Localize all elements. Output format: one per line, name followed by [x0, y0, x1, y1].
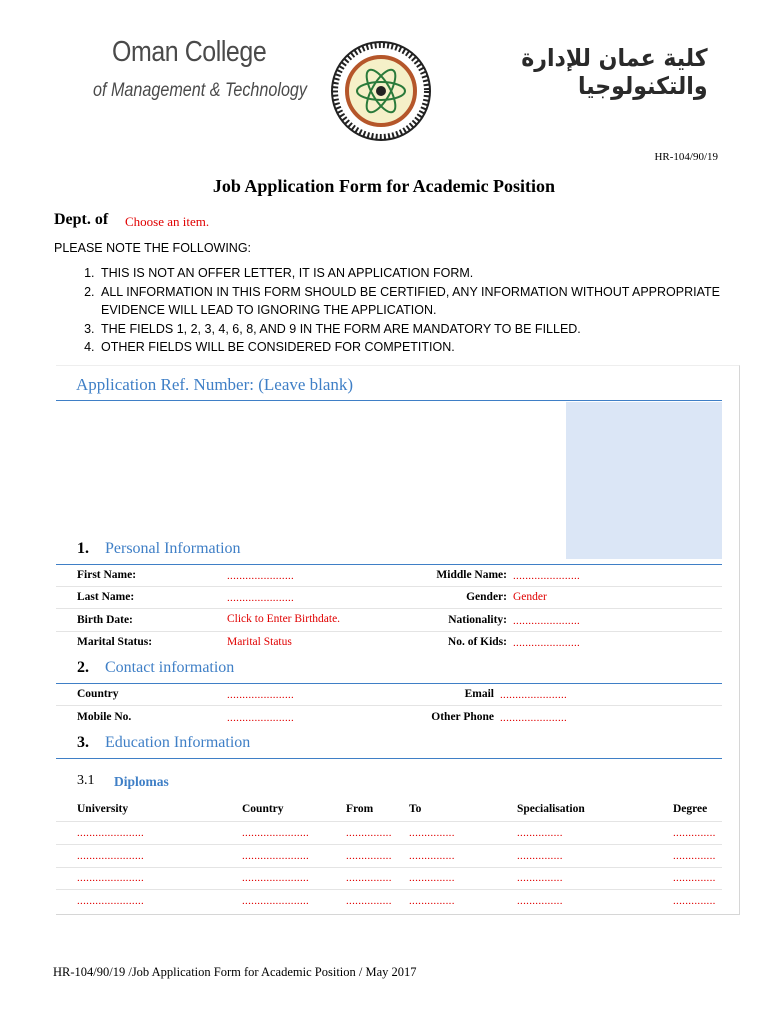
row-divider	[56, 844, 722, 845]
nationality-label: Nationality:	[448, 614, 507, 626]
diploma-country-field[interactable]: ......................	[242, 872, 310, 884]
form-title: Job Application Form for Academic Position	[212, 176, 556, 196]
birth-date-label: Birth Date:	[77, 614, 133, 626]
divider	[56, 564, 722, 565]
country-label: Country	[77, 688, 119, 700]
note-heading: PLEASE NOTE THE FOLLOWING:	[54, 241, 252, 255]
column-header-from: From	[346, 803, 374, 815]
subsection-title-diplomas: Diplomas	[114, 774, 169, 789]
diploma-country-field[interactable]: ......................	[242, 827, 310, 839]
gender-dropdown[interactable]: Gender	[513, 591, 547, 603]
row-divider	[56, 631, 722, 632]
dept-label: Dept. of	[54, 211, 109, 228]
diploma-specialisation-field[interactable]: ...............	[517, 850, 563, 862]
diploma-from-field[interactable]: ...............	[346, 850, 392, 862]
diploma-university-field[interactable]: ......................	[77, 872, 145, 884]
diploma-specialisation-field[interactable]: ...............	[517, 872, 563, 884]
kids-label: No. of Kids:	[447, 636, 507, 648]
row-divider	[56, 705, 722, 706]
diploma-specialisation-field[interactable]: ...............	[517, 895, 563, 907]
row-divider	[56, 889, 722, 890]
diploma-to-field[interactable]: ...............	[409, 895, 455, 907]
subsection-number: 3.1	[77, 773, 95, 788]
diploma-from-field[interactable]: ...............	[346, 827, 392, 839]
diploma-country-field[interactable]: ......................	[242, 895, 310, 907]
diploma-degree-field[interactable]: ..............	[673, 872, 716, 884]
note-item: 3. THE FIELDS 1, 2, 3, 4, 6, 8, AND 9 IN THE FORM ARE MANDATORY TO BE FILLED.	[98, 320, 720, 339]
section-number: 3.	[77, 734, 89, 751]
diploma-to-field[interactable]: ...............	[409, 850, 455, 862]
diploma-degree-field[interactable]: ..............	[673, 895, 716, 907]
mobile-field[interactable]: ......................	[227, 712, 295, 724]
marital-status-dropdown[interactable]: Marital Status	[227, 636, 292, 648]
section-number: 2.	[77, 659, 89, 676]
column-header-country: Country	[242, 803, 284, 815]
row-divider	[56, 821, 722, 822]
notes-list	[54, 264, 720, 357]
middle-name-field[interactable]: ......................	[513, 570, 581, 582]
college-name-ar: كلية عمان للإدارة والتكنولوجيا	[521, 44, 708, 100]
footer-text: HR-104/90/19 /Job Application Form for Academic Position / May 2017	[53, 965, 417, 979]
divider	[56, 683, 722, 684]
email-field[interactable]: ......................	[500, 689, 568, 701]
column-header-specialisation: Specialisation	[517, 803, 585, 815]
diploma-university-field[interactable]: ......................	[77, 895, 145, 907]
column-header-to: To	[409, 803, 422, 815]
section-title-personal: Personal Information	[105, 540, 241, 557]
photo-placeholder[interactable]	[566, 402, 722, 559]
first-name-label: First Name:	[77, 569, 137, 581]
section-title-education: Education Information	[105, 734, 251, 751]
diploma-to-field[interactable]: ...............	[409, 872, 455, 884]
diploma-specialisation-field[interactable]: ...............	[517, 827, 563, 839]
document-code: HR-104/90/19	[654, 151, 718, 163]
diploma-from-field[interactable]: ...............	[346, 872, 392, 884]
email-label: Email	[464, 688, 494, 700]
college-name-en-line1: Oman College	[112, 36, 267, 68]
birth-date-picker[interactable]: Click to Enter Birthdate.	[227, 613, 341, 625]
diploma-degree-field[interactable]: ..............	[673, 827, 716, 839]
row-divider	[56, 867, 722, 868]
diploma-to-field[interactable]: ...............	[409, 827, 455, 839]
college-seal-icon	[330, 40, 432, 142]
gender-label: Gender:	[466, 591, 507, 603]
section-title-contact: Contact information	[105, 659, 235, 676]
diploma-from-field[interactable]: ...............	[346, 895, 392, 907]
diploma-degree-field[interactable]: ..............	[673, 850, 716, 862]
middle-name-label: Middle Name:	[436, 569, 507, 581]
diploma-university-field[interactable]: ......................	[77, 827, 145, 839]
dept-dropdown[interactable]: Choose an item.	[125, 214, 210, 229]
application-ref-title: Application Ref. Number: (Leave blank)	[76, 375, 354, 394]
country-field[interactable]: ......................	[227, 689, 295, 701]
last-name-label: Last Name:	[77, 591, 135, 603]
row-divider	[56, 608, 722, 609]
note-item: 4. OTHER FIELDS WILL BE CONSIDERED FOR COMPETITION.	[98, 338, 720, 357]
section-number: 1.	[77, 540, 89, 557]
divider	[56, 400, 722, 401]
other-phone-label: Other Phone	[431, 711, 494, 723]
other-phone-field[interactable]: ......................	[500, 712, 568, 724]
diploma-university-field[interactable]: ......................	[77, 850, 145, 862]
college-name-en-line2: of Management & Technology	[93, 80, 307, 101]
first-name-field[interactable]: ......................	[227, 570, 295, 582]
column-header-degree: Degree	[673, 803, 708, 815]
note-item: 2. ALL INFORMATION IN THIS FORM SHOULD BE CERTIFIED, ANY INFORMATION WITHOUT APPROPRIATE EVIDENCE WILL LEAD TO IGNORING THE APPLICATION.	[98, 283, 720, 320]
diploma-country-field[interactable]: ......................	[242, 850, 310, 862]
divider	[56, 758, 722, 759]
nationality-field[interactable]: ......................	[513, 615, 581, 627]
mobile-label: Mobile No.	[77, 711, 132, 723]
last-name-field[interactable]: ......................	[227, 592, 295, 604]
note-item: 1. THIS IS NOT AN OFFER LETTER, IT IS AN APPLICATION FORM.	[98, 264, 720, 283]
marital-status-label: Marital Status:	[77, 636, 153, 648]
kids-field[interactable]: ......................	[513, 637, 581, 649]
row-divider	[56, 586, 722, 587]
column-header-university: University	[77, 803, 129, 815]
